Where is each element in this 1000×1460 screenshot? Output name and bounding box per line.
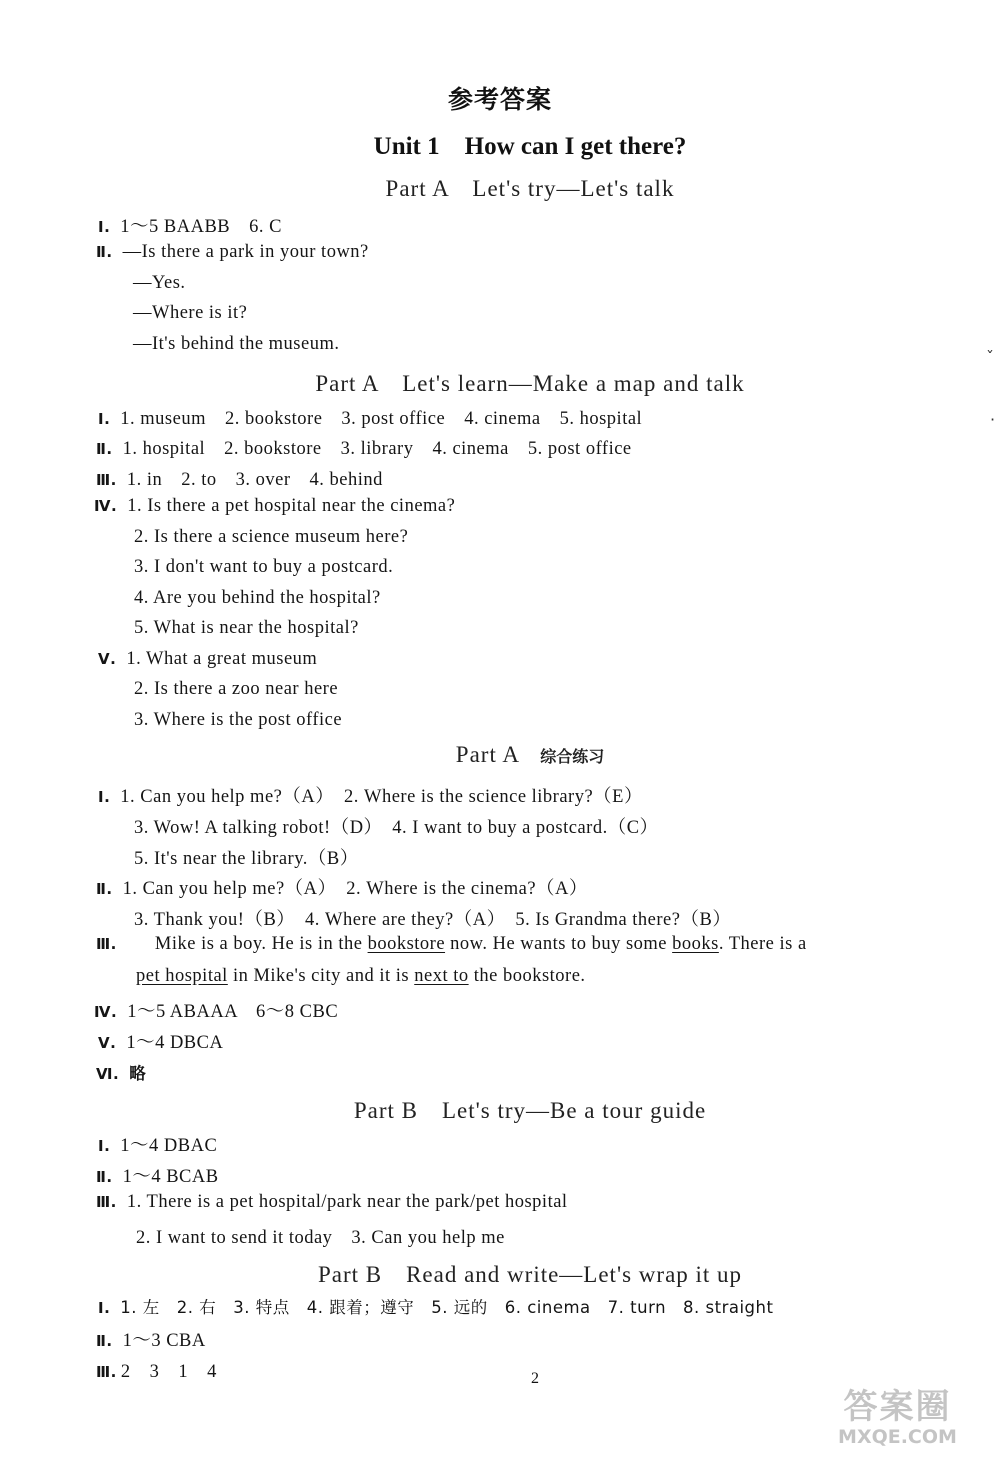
answer-text: 1～4 DBAC bbox=[120, 1136, 218, 1156]
part-heading: Part B Read and write—Let's wrap it up bbox=[317, 1262, 743, 1287]
answer-text: 1. Is there a pet hospital near the cinema? bbox=[127, 496, 456, 516]
part-heading-chinese: 综合练习 bbox=[540, 747, 605, 766]
answer-text: 2 3 1 4 bbox=[120, 1362, 217, 1382]
watermark-url: MXQE.COM bbox=[838, 1426, 957, 1448]
question-number: Ⅰ. bbox=[98, 1299, 111, 1317]
answer-line bbox=[96, 434, 632, 460]
question-number: Ⅰ. bbox=[98, 788, 111, 806]
answer-line bbox=[96, 934, 807, 955]
answer-text: —Is there a park in your town? bbox=[122, 242, 369, 262]
answer-text: 1. Can you help me?（A） 2. Where is the cinema?（A） bbox=[122, 879, 588, 899]
answer-text: 1～5 ABAAA 6～8 CBC bbox=[127, 1002, 339, 1022]
part-heading: Part B Let's try—Be a tour guide bbox=[353, 1098, 707, 1123]
passage-text: the bookstore. bbox=[468, 966, 586, 986]
answer-line bbox=[98, 212, 282, 238]
answer-text: 2. I want to send it today 3. Can you help me bbox=[136, 1228, 505, 1248]
question-number: Ⅱ. bbox=[96, 440, 113, 458]
document-title: 参考答案 bbox=[447, 85, 552, 114]
answer-text: 5. What is near the hospital? bbox=[134, 618, 359, 638]
filled-blank: pet hospital bbox=[136, 966, 228, 986]
question-number: Ⅴ. bbox=[98, 650, 117, 668]
answer-line bbox=[94, 496, 455, 517]
filled-blank: next to bbox=[414, 966, 469, 986]
answer-line bbox=[96, 1162, 219, 1188]
answer-text: 1. There is a pet hospital/park near the park/pet hospital bbox=[126, 1192, 568, 1212]
question-number: Ⅳ. bbox=[94, 497, 118, 515]
answer-text: 1～5 BAABB 6. C bbox=[120, 217, 282, 237]
answer-line bbox=[96, 1326, 206, 1352]
scan-mark: · bbox=[990, 410, 996, 429]
question-number: Ⅱ. bbox=[96, 1332, 113, 1350]
part-heading bbox=[0, 742, 1000, 768]
answer-text: 略 bbox=[129, 1064, 147, 1083]
answer-line bbox=[96, 242, 369, 263]
answer-text: —Yes. bbox=[133, 273, 186, 293]
answer-text: 5. It's near the library.（B） bbox=[134, 849, 359, 869]
answer-text: 1. in 2. to 3. over 4. behind bbox=[126, 470, 383, 490]
site-watermark bbox=[800, 1388, 995, 1456]
passage-text: now. He wants to buy some bbox=[445, 934, 673, 954]
part-heading: Part A Let's try—Let's talk bbox=[385, 176, 675, 201]
watermark-logo: 答案圈 bbox=[843, 1387, 952, 1427]
answer-line bbox=[98, 1294, 773, 1319]
answer-line bbox=[94, 997, 338, 1023]
answer-text: 1. Can you help me?（A） 2. Where is the science library?（E） bbox=[120, 787, 643, 807]
question-number: Ⅰ. bbox=[98, 218, 111, 236]
answer-text: 3. Wow! A talking robot!（D） 4. I want to buy a postcard.（C） bbox=[134, 818, 659, 838]
answer-text: 2. Is there a science museum here? bbox=[134, 527, 409, 547]
unit-title: Unit 1 How can I get there? bbox=[373, 133, 687, 160]
part-heading-label: Part A bbox=[455, 742, 520, 767]
answer-text: 1. What a great museum bbox=[126, 649, 318, 669]
answer-text: 1. hospital 2. bookstore 3. library 4. cinema 5. post office bbox=[122, 439, 632, 459]
answer-text: 3. Where is the post office bbox=[134, 710, 343, 730]
answer-line bbox=[98, 782, 643, 808]
answer-text: —Where is it? bbox=[133, 303, 248, 323]
question-number: Ⅱ. bbox=[96, 1168, 113, 1186]
answer-text: 1～4 DBCA bbox=[126, 1033, 224, 1053]
answer-line bbox=[136, 966, 586, 987]
answer-text: 3. I don't want to buy a postcard. bbox=[134, 557, 394, 577]
question-number: Ⅲ. bbox=[96, 1193, 117, 1211]
answer-text: 3. Thank you!（B） 4. Where are they?（A） 5. Is Grandma there?（B） bbox=[134, 910, 732, 930]
answer-line bbox=[96, 465, 383, 491]
filled-blank: books bbox=[672, 934, 719, 954]
scan-mark: ˇ bbox=[986, 348, 994, 367]
answer-text: 1. museum 2. bookstore 3. post office 4. cinema 5. hospital bbox=[120, 409, 643, 429]
page-number: 2 bbox=[531, 1370, 539, 1387]
passage-text: Mike is a boy. He is in the bbox=[154, 934, 368, 954]
question-number: Ⅳ. bbox=[94, 1003, 118, 1021]
answer-text: 4. Are you behind the hospital? bbox=[134, 588, 381, 608]
answer-line bbox=[98, 649, 317, 670]
question-number: Ⅱ. bbox=[96, 880, 113, 898]
question-number: Ⅲ. bbox=[96, 1363, 117, 1381]
answer-text: 1. 左 2. 右 3. 特点 4. 跟着；遵守 5. 远的 6. cinema 7. turn 8. straight bbox=[120, 1298, 774, 1317]
answer-line bbox=[96, 1192, 568, 1213]
answer-text: —It's behind the museum. bbox=[133, 334, 340, 354]
question-number: Ⅰ. bbox=[98, 410, 111, 428]
answer-line bbox=[98, 1131, 217, 1157]
answer-text: 1～4 BCAB bbox=[122, 1167, 219, 1187]
passage-text: . There is a bbox=[718, 934, 807, 954]
question-number: Ⅵ. bbox=[96, 1065, 120, 1083]
question-number: Ⅱ. bbox=[96, 243, 113, 261]
question-number: Ⅲ. bbox=[96, 471, 117, 489]
question-number: Ⅲ. bbox=[96, 935, 117, 953]
question-number: Ⅰ. bbox=[98, 1137, 111, 1155]
filled-blank: bookstore bbox=[367, 934, 446, 954]
answer-text: 1～3 CBA bbox=[122, 1331, 206, 1351]
answer-line bbox=[96, 874, 588, 900]
answer-line bbox=[96, 1060, 146, 1085]
answer-line bbox=[98, 404, 642, 430]
part-heading: Part A Let's learn—Make a map and talk bbox=[315, 371, 745, 396]
answer-line bbox=[98, 1028, 223, 1054]
answer-text: 2. Is there a zoo near here bbox=[134, 679, 339, 699]
passage-text: in Mike's city and it is bbox=[227, 966, 415, 986]
question-number: Ⅴ. bbox=[98, 1034, 117, 1052]
